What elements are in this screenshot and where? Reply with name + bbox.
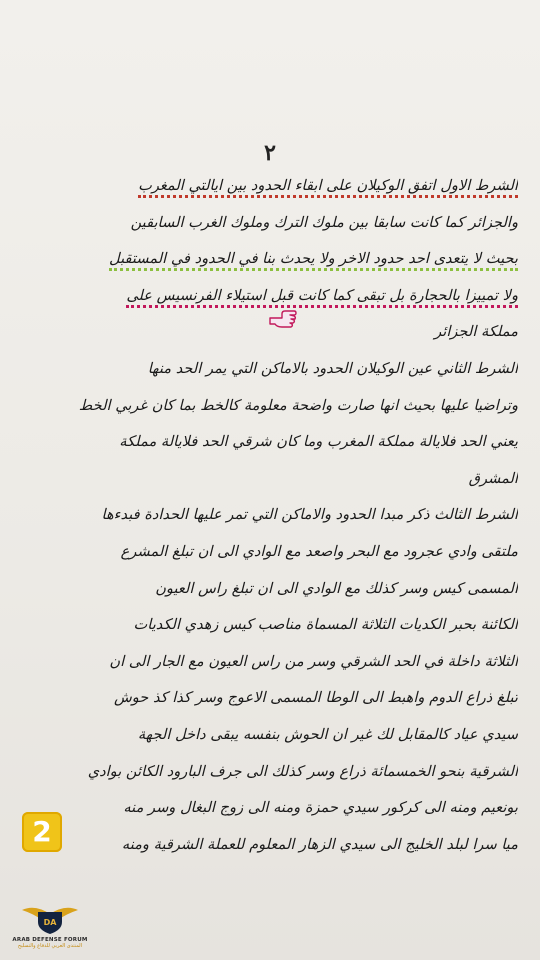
text-line-6 <box>22 351 518 388</box>
text-line-2 <box>22 205 518 242</box>
forum-logo <box>6 900 94 958</box>
line-text: والجزائر كما كانت سابقا بين ملوك الترك وملوك الغرب السابقين <box>130 213 518 231</box>
text-line-19 <box>22 827 518 864</box>
forum-tagline: المنتدى العربي للدفاع والتسليح <box>17 943 83 949</box>
text-line-13 <box>22 607 518 644</box>
text-line-17 <box>22 754 518 791</box>
text-line-14 <box>22 644 518 681</box>
text-line-7 <box>22 388 518 425</box>
line-text: الشرط الثاني عين الوكيلان الحدود بالاماكن التي يمر الحد منها <box>147 359 518 377</box>
line-text: ميا سرا لبلد الخليج الى سيدي الزهار المعلوم للعملة الشرقية ومنه <box>121 835 518 853</box>
forum-name: ARAB DEFENSE FORUM <box>12 937 88 943</box>
line-text: الكائنة بحبر الكديات الثلاثة المسماة مناصب كيس زهدي الكديات <box>133 616 518 634</box>
line-text: المسمى كيس وسر كذلك مع الوادي الى ان تبلغ راس العيون <box>155 579 518 597</box>
text-line-3 <box>22 241 518 278</box>
text-line-18 <box>22 790 518 827</box>
highlighted-text: الشرط الاول اتفق الوكيلان على ابقاء الحدود بين ايالتي المغرب <box>138 177 518 198</box>
highlighted-text: ولا تمييزا بالحجارة بل تبقى كما كانت قبل استيلاء الفرنسيس على <box>126 287 518 308</box>
page-number: ٢ <box>264 140 276 166</box>
pointing-hand-icon <box>268 306 298 332</box>
line-text: الشرقية بنحو الخمسمائة ذراع وسر كذلك الى جرف البارود الكائن بوادي <box>87 762 518 780</box>
text-line-11 <box>22 534 518 571</box>
line-text: وتراضيا عليها بحيث انها صارت واضحة معلومة كالخط بما كان غربي الخط <box>78 396 518 414</box>
line-text: الشرط الثالث ذكر مبدا الحدود والاماكن التي تمر عليها الحدادة فبدءها <box>101 506 518 524</box>
highlighted-text: بحيث لا يتعدى احد حدود الاخر ولا يحدث بنا في الحدود في المستقبل <box>109 250 518 271</box>
page-badge: 2 <box>22 812 62 852</box>
line-text: تبلغ ذراع الدوم واهبط الى الوطا المسمى الاعوج وسر كذا كذ حوش <box>113 689 518 707</box>
line-text: المشرق <box>468 469 518 487</box>
text-line-1 <box>22 168 518 205</box>
document-body <box>22 168 518 863</box>
line-text: مملكة الجزائر <box>434 323 518 341</box>
forum-logo-icon <box>20 900 80 936</box>
line-text: بونعيم ومنه الى كركور سيدي حمزة ومنه الى زوج البغال وسر منه <box>123 799 518 817</box>
text-line-15 <box>22 680 518 717</box>
text-line-8 <box>22 424 518 461</box>
svg-text:DA: DA <box>43 918 57 927</box>
line-text: سيدي عياد كالمقابل لك غير ان الحوش بنفسه يبقى داخل الجهة <box>137 725 518 743</box>
line-text: الثلاثة داخلة في الحد الشرقي وسر من راس العيون مع الجار الى ان <box>109 652 518 670</box>
line-text: يعني الحد فلايالة مملكة المغرب وما كان شرقي الحد فلايالة مملكة <box>119 433 518 451</box>
text-line-16 <box>22 717 518 754</box>
text-line-10 <box>22 497 518 534</box>
text-line-9 <box>22 461 518 498</box>
line-text: ملتقى وادي عجرود مع البحر واصعد مع الوادي الى ان تبلغ المشرع <box>120 542 518 560</box>
text-line-12 <box>22 571 518 608</box>
